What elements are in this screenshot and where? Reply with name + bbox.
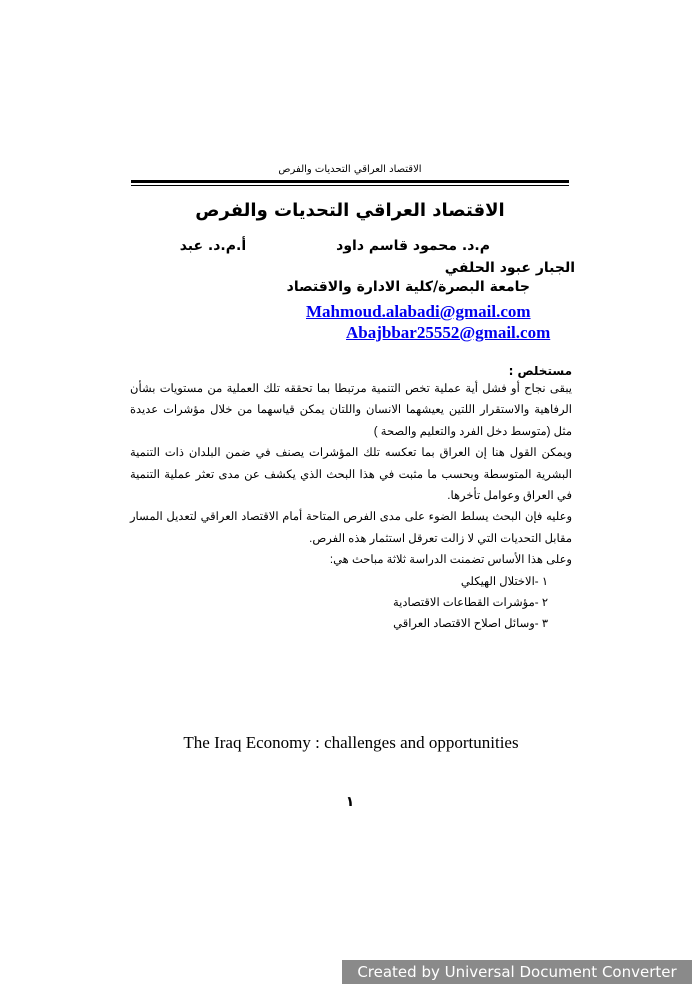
list-item: ٢ -مؤشرات القطاعات الاقتصادية [392,597,548,610]
abstract-paragraph-1: يبقى نجاح أو فشل أية عملية تخص التنمية مرتبطا بما تحققه تلك العملية من مستويات بشأن الرفاهية والاستقرار اللتين يعيشهما الانسان واللتان يمكن قياسهما من خلال مؤشرات عديدة مثل (متوسط دخل الفرد والتعليم والصحة ) [130,383,572,438]
abstract-body [130,379,572,636]
header-rule-thin [131,185,569,186]
abstract-paragraph-4: وعلى هذا الأساس تضمنت الدراسة ثلاثة مباحث هي: [329,554,572,567]
abstract-paragraph-3: وعليه فإن البحث يسلط الضوء على مدى الفرص المتاحة أمام الاقتصاد العراقي لتعديل المسار مقابل التحديات التي لا زالت تعرقل استثمار هذه الفرص. [130,511,572,545]
abstract-heading: مستخلص : [508,364,572,378]
english-title: The Iraq Economy : challenges and opportunities [183,733,519,752]
header-rule [131,180,569,183]
list-item: ١ -الاختلال الهيكلي [460,575,548,588]
paper-title: الاقتصاد العراقي التحديات والفرص [195,200,505,221]
author-1: م.د. محمود قاسم داود [336,238,490,254]
email-link-2[interactable]: Abajbbar25552@gmail.com [346,323,551,342]
email-link-1[interactable]: Mahmoud.alabadi@gmail.com [306,302,531,321]
list-item: ٣ -وسائل اصلاح الاقتصاد العراقي [393,618,548,631]
authors-line [130,238,490,254]
page-number: ١ [345,794,355,810]
running-header: الاقتصاد العراقي التحديات والفرص [278,164,422,175]
author-2-part-1: أ.م.د. عبد [179,238,247,254]
author-2-part-2: الجبار عبود الحلفي [444,260,575,276]
affiliation: جامعة البصرة/كلية الادارة والاقتصاد [286,279,530,295]
watermark-banner: Created by Universal Document Converter [342,960,692,984]
abstract-paragraph-2: ويمكن القول هنا إن العراق بما تعكسه تلك المؤشرات يصنف في ضمن البلدان ذات التنمية البشرية المتوسطة وبحسب ما مثبت في هذا البحث الذي يكشف عن مدى تعثر عملية التنمية في العراق وعوامل تأخرها. [130,447,572,503]
